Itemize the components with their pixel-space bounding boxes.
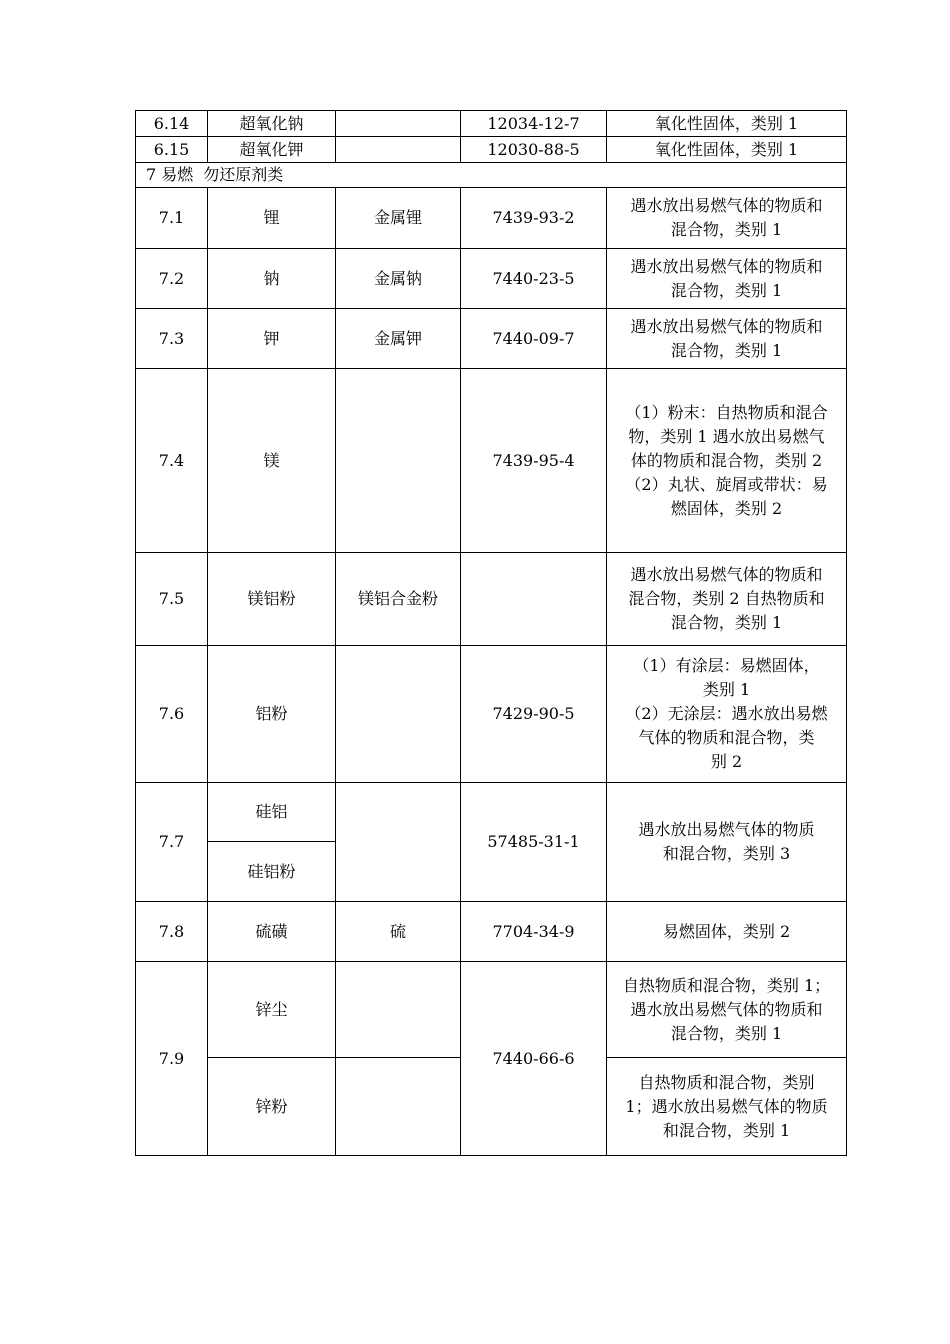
- hazardous-chemicals-table: [135, 110, 847, 1156]
- section-heading: [136, 163, 847, 188]
- cell-hazard: [607, 188, 847, 249]
- cell-alias: [336, 783, 461, 902]
- hazard-line: （2）无涂层：遇水放出易燃: [625, 704, 828, 723]
- cell-name: 锌尘: [208, 962, 336, 1058]
- cell-no: 7.6: [136, 646, 208, 783]
- cell-hazard: 氧化性固体，类别 1: [607, 137, 847, 163]
- cell-cas: 7429-90-5: [461, 646, 607, 783]
- table-row: [136, 137, 847, 163]
- table-row: [136, 249, 847, 309]
- cell-name: 硅铝: [208, 783, 336, 842]
- hazard-line: 物，类别 1 遇水放出易燃气: [628, 426, 825, 446]
- hazard-line: 类别 1: [702, 680, 751, 699]
- hazard-line: 别 2: [710, 752, 743, 771]
- cell-name: 镁铝粉: [208, 553, 336, 646]
- hazard-line: 体的物质和混合物，类别 2: [630, 450, 823, 470]
- cell-no: 7.4: [136, 369, 208, 553]
- cell-cas: 7439-93-2: [461, 188, 607, 249]
- cell-cas: 7704-34-9: [461, 902, 607, 962]
- hazard-line: 1；遇水放出易燃气体的物质: [625, 1096, 828, 1116]
- cell-cas: 12030-88-5: [461, 137, 607, 163]
- hazard-line: 遇水放出易燃气体的物质和: [630, 196, 823, 215]
- cell-alias: [336, 962, 461, 1058]
- table-row: [136, 646, 847, 783]
- hazard-line: （1）粉末：自热物质和混合: [625, 402, 828, 422]
- cell-no: 7.5: [136, 553, 208, 646]
- cell-hazard: [607, 369, 847, 553]
- table-row: [136, 962, 847, 1058]
- hazard-line: 混合物，类别 2 自热物质和: [628, 589, 825, 608]
- section-heading-rest: 勿还原剂类: [203, 165, 284, 184]
- hazard-line: 易燃固体，类别 2: [662, 921, 791, 941]
- cell-no: 6.15: [136, 137, 208, 163]
- hazard-line: （2）丸状、旋屑或带状：易: [625, 474, 828, 494]
- hazard-line: 燃固体，类别 2: [670, 498, 783, 518]
- cell-name: 硅铝粉: [208, 842, 336, 902]
- hazard-line: 遇水放出易燃气体的物质和: [630, 256, 823, 276]
- hazard-line: 混合物，类别 1: [670, 220, 783, 239]
- cell-cas: 7439-95-4: [461, 369, 607, 553]
- hazard-line: （1）有涂层：易燃固体，: [633, 656, 820, 675]
- table-row: [136, 111, 847, 137]
- table-row: [136, 369, 847, 553]
- cell-cas: 7440-23-5: [461, 249, 607, 309]
- cell-name: 超氧化钾: [208, 137, 336, 163]
- table-row: [136, 783, 847, 842]
- cell-alias: 硫: [336, 902, 461, 962]
- cell-no: 7.2: [136, 249, 208, 309]
- cell-alias: [336, 1058, 461, 1156]
- cell-alias: [336, 369, 461, 553]
- cell-alias: [336, 137, 461, 163]
- cell-name: 钠: [208, 249, 336, 309]
- hazard-line: 和混合物，类别 3: [662, 844, 791, 863]
- section-heading-prefix: 7 易燃: [146, 165, 194, 184]
- cell-no: 7.8: [136, 902, 208, 962]
- cell-hazard: [607, 783, 847, 902]
- hazard-line: 混合物，类别 1: [670, 340, 783, 360]
- table-row: [136, 902, 847, 962]
- cell-hazard: [607, 553, 847, 646]
- cell-hazard: [607, 249, 847, 309]
- hazard-line: 和混合物，类别 1: [662, 1120, 791, 1140]
- table-row: [136, 188, 847, 249]
- cell-alias: 镁铝合金粉: [336, 553, 461, 646]
- hazard-line: 遇水放出易燃气体的物质: [638, 820, 815, 839]
- cell-name: 硫磺: [208, 902, 336, 962]
- cell-alias: 金属锂: [336, 188, 461, 249]
- hazard-line: 混合物，类别 1: [670, 1023, 783, 1043]
- hazard-line: 混合物，类别 1: [670, 280, 783, 300]
- hazard-line: 自热物质和混合物，类别: [638, 1072, 815, 1092]
- cell-cas: 12034-12-7: [461, 111, 607, 137]
- cell-cas: 57485-31-1: [461, 783, 607, 902]
- cell-name: 镁: [208, 369, 336, 553]
- cell-hazard: [607, 902, 847, 962]
- hazard-line: 遇水放出易燃气体的物质和: [630, 316, 823, 336]
- hazard-line: 遇水放出易燃气体的物质和: [630, 999, 823, 1019]
- cell-name: 锂: [208, 188, 336, 249]
- cell-no: 7.9: [136, 962, 208, 1156]
- cell-alias: 金属钠: [336, 249, 461, 309]
- cell-cas: 7440-66-6: [461, 962, 607, 1156]
- cell-no: 7.7: [136, 783, 208, 902]
- cell-hazard: [607, 646, 847, 783]
- hazard-line: 遇水放出易燃气体的物质和: [630, 565, 823, 584]
- cell-name: 锌粉: [208, 1058, 336, 1156]
- hazard-line: 自热物质和混合物，类别 1；: [622, 975, 831, 995]
- cell-name: 超氧化钠: [208, 111, 336, 137]
- hazard-line: 气体的物质和混合物，类: [638, 728, 815, 747]
- cell-name: 铝粉: [208, 646, 336, 783]
- cell-hazard: [607, 962, 847, 1058]
- cell-cas: [461, 553, 607, 646]
- cell-hazard: 氧化性固体，类别 1: [607, 111, 847, 137]
- cell-alias: 金属钾: [336, 309, 461, 369]
- cell-no: 6.14: [136, 111, 208, 137]
- cell-alias: [336, 646, 461, 783]
- table-row: [136, 553, 847, 646]
- hazard-line: 混合物，类别 1: [670, 613, 783, 632]
- section-header-row: [136, 163, 847, 188]
- cell-name: 钾: [208, 309, 336, 369]
- cell-no: 7.1: [136, 188, 208, 249]
- cell-alias: [336, 111, 461, 137]
- cell-hazard: [607, 309, 847, 369]
- cell-hazard: [607, 1058, 847, 1156]
- table-row: [136, 309, 847, 369]
- cell-cas: 7440-09-7: [461, 309, 607, 369]
- cell-no: 7.3: [136, 309, 208, 369]
